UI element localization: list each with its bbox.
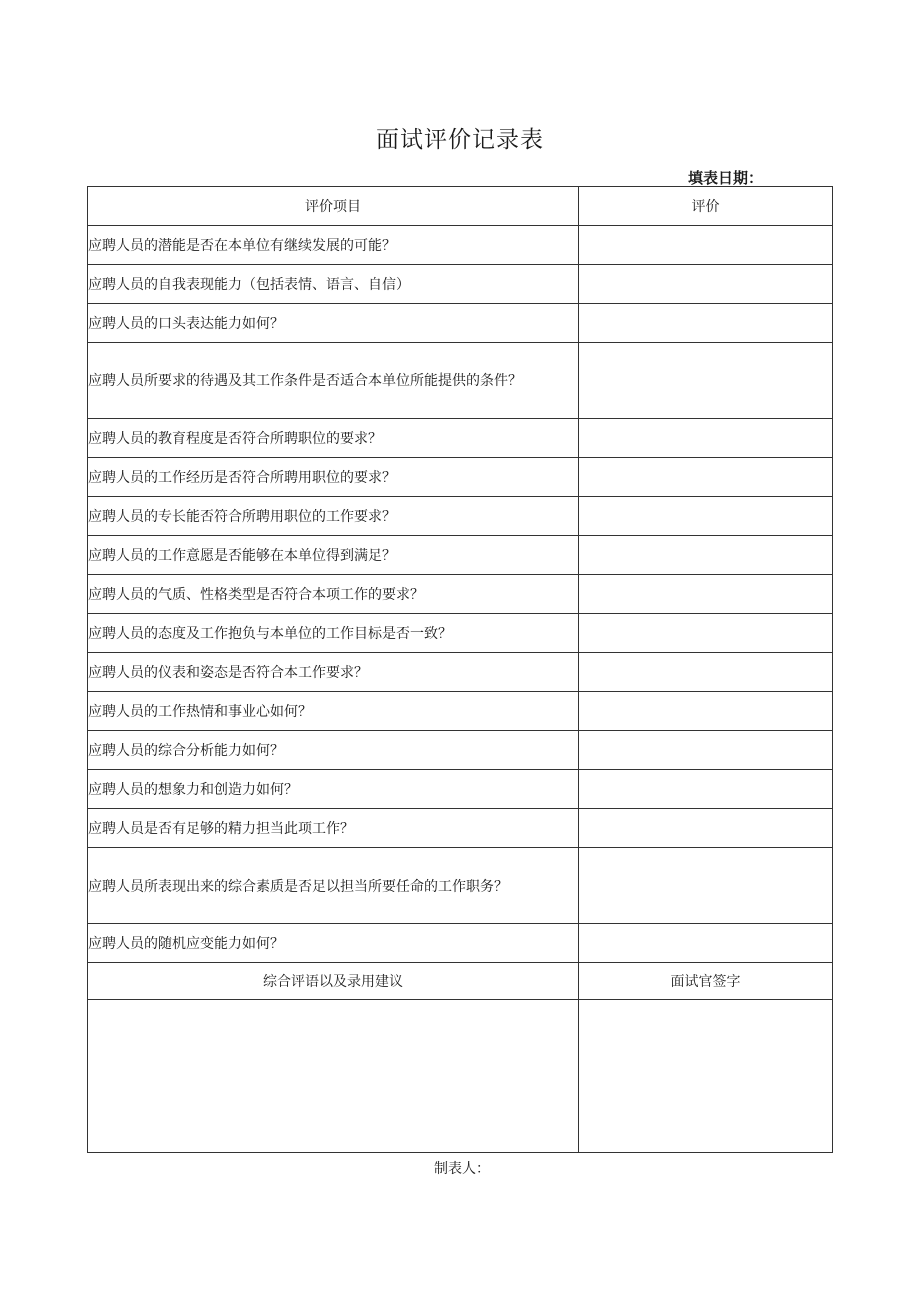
table-row — [88, 731, 833, 770]
maker-label: 制表人： — [434, 1161, 490, 1177]
question-cell: 应聘人员的口头表达能力如何？ — [88, 304, 579, 343]
table-row — [88, 924, 833, 963]
table-row — [88, 265, 833, 304]
evaluation-cell[interactable] — [579, 458, 833, 497]
question-cell: 应聘人员的综合分析能力如何？ — [88, 731, 579, 770]
comment-header: 综合评语以及录用建议 — [88, 963, 579, 1000]
evaluation-cell[interactable] — [579, 536, 833, 575]
signature-cell[interactable] — [579, 1000, 833, 1153]
fill-date-label: 填表日期： — [687, 169, 763, 187]
signature-header: 面试官签字 — [579, 963, 833, 1000]
table-row — [88, 809, 833, 848]
question-cell: 应聘人员的潜能是否在本单位有继续发展的可能？ — [88, 226, 579, 265]
question-cell: 应聘人员的教育程度是否符合所聘职位的要求？ — [88, 419, 579, 458]
evaluation-cell[interactable] — [579, 343, 833, 419]
evaluation-cell[interactable] — [579, 226, 833, 265]
evaluation-cell[interactable] — [579, 304, 833, 343]
question-cell: 应聘人员的想象力和创造力如何？ — [88, 770, 579, 809]
table-row — [88, 226, 833, 265]
summary-header-row — [88, 963, 833, 1000]
summary-row — [88, 1000, 833, 1153]
page-title: 面试评价记录表 — [376, 127, 544, 153]
question-cell: 应聘人员的随机应变能力如何？ — [88, 924, 579, 963]
table-row — [88, 419, 833, 458]
question-cell: 应聘人员的气质、性格类型是否符合本项工作的要求？ — [88, 575, 579, 614]
evaluation-cell[interactable] — [579, 614, 833, 653]
evaluation-table — [87, 186, 833, 1153]
header-item: 评价项目 — [88, 187, 579, 226]
evaluation-cell[interactable] — [579, 653, 833, 692]
evaluation-cell[interactable] — [579, 265, 833, 304]
table-row — [88, 575, 833, 614]
table-row — [88, 343, 833, 419]
table-row — [88, 848, 833, 924]
question-cell: 应聘人员的态度及工作抱负与本单位的工作目标是否一致？ — [88, 614, 579, 653]
evaluation-cell[interactable] — [579, 419, 833, 458]
table-row — [88, 614, 833, 653]
table-row — [88, 692, 833, 731]
table-row — [88, 304, 833, 343]
table-row — [88, 497, 833, 536]
comment-cell[interactable] — [88, 1000, 579, 1153]
evaluation-cell[interactable] — [579, 770, 833, 809]
evaluation-cell[interactable] — [579, 497, 833, 536]
question-cell: 应聘人员的工作经历是否符合所聘用职位的要求？ — [88, 458, 579, 497]
table-row — [88, 770, 833, 809]
question-cell: 应聘人员所要求的待遇及其工作条件是否适合本单位所能提供的条件？ — [88, 343, 579, 419]
question-cell: 应聘人员的工作热情和事业心如何？ — [88, 692, 579, 731]
evaluation-cell[interactable] — [579, 731, 833, 770]
evaluation-cell[interactable] — [579, 924, 833, 963]
evaluation-cell[interactable] — [579, 575, 833, 614]
table-row — [88, 536, 833, 575]
table-header-row — [88, 187, 833, 226]
question-cell: 应聘人员所表现出来的综合素质是否足以担当所要任命的工作职务？ — [88, 848, 579, 924]
table-row — [88, 653, 833, 692]
question-cell: 应聘人员的专长能否符合所聘用职位的工作要求？ — [88, 497, 579, 536]
question-cell: 应聘人员的自我表现能力（包括表情、语言、自信） — [88, 265, 579, 304]
question-cell: 应聘人员是否有足够的精力担当此项工作？ — [88, 809, 579, 848]
table-row — [88, 458, 833, 497]
evaluation-cell[interactable] — [579, 692, 833, 731]
evaluation-cell[interactable] — [579, 848, 833, 924]
evaluation-cell[interactable] — [579, 809, 833, 848]
header-evaluation: 评价 — [579, 187, 833, 226]
question-cell: 应聘人员的工作意愿是否能够在本单位得到满足？ — [88, 536, 579, 575]
question-cell: 应聘人员的仪表和姿态是否符合本工作要求？ — [88, 653, 579, 692]
